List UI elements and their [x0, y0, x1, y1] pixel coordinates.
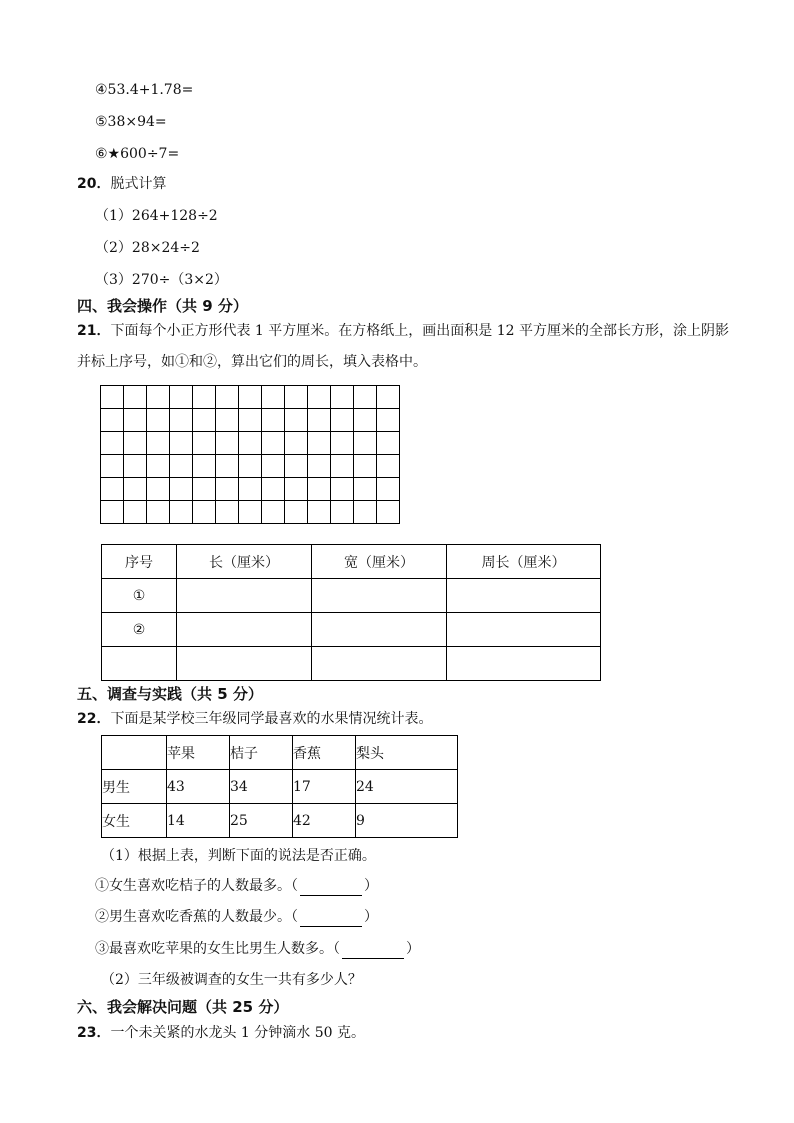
grid-square[interactable]	[239, 432, 262, 455]
grid-square[interactable]	[308, 409, 331, 432]
fruit-header-apple: 苹果	[167, 736, 230, 770]
fruit-row-label: 女生	[102, 804, 167, 838]
grid-square[interactable]	[147, 501, 170, 524]
q21-header-length: 长（厘米）	[177, 545, 312, 579]
q23-text: 一个未关紧的水龙头 1 分钟滴水 50 克。	[110, 1025, 366, 1041]
answer-cell[interactable]	[312, 613, 447, 647]
fruit-header-orange: 桔子	[230, 736, 293, 770]
grid-square[interactable]	[193, 455, 216, 478]
grid-square[interactable]	[331, 501, 354, 524]
grid-square[interactable]	[262, 501, 285, 524]
q21-text-2: 并标上序号，如①和②，算出它们的周长，填入表格中。	[77, 354, 427, 370]
table-row	[102, 579, 601, 613]
q21-header-index: 序号	[102, 545, 177, 579]
grid-square[interactable]	[262, 478, 285, 501]
fruit-header-pear: 梨头	[356, 736, 458, 770]
grid-square[interactable]	[216, 455, 239, 478]
grid-square[interactable]	[216, 409, 239, 432]
judgment-2-text: ②男生喜欢吃香蕉的人数最少。（	[95, 909, 298, 925]
judgment-1-close: ）	[364, 878, 378, 894]
grid-square[interactable]	[124, 455, 147, 478]
fruit-cell: 43	[167, 770, 230, 804]
judgment-1-text: ①女生喜欢吃桔子的人数最多。（	[95, 878, 298, 894]
grid-square[interactable]	[147, 409, 170, 432]
grid-square[interactable]	[262, 432, 285, 455]
q20-item-1: （1）264+128÷2	[95, 208, 218, 224]
grid-row	[101, 386, 400, 409]
answer-cell[interactable]	[447, 613, 601, 647]
grid-square[interactable]	[216, 501, 239, 524]
table-row	[102, 770, 458, 804]
grid-square[interactable]	[377, 455, 400, 478]
judgment-1-blank[interactable]	[300, 881, 362, 896]
q21-header-width: 宽（厘米）	[312, 545, 447, 579]
grid-square[interactable]	[285, 478, 308, 501]
grid-square[interactable]	[331, 409, 354, 432]
q21-row-index	[102, 647, 177, 681]
grid-square[interactable]	[101, 455, 124, 478]
grid-square[interactable]	[124, 478, 147, 501]
grid-square[interactable]	[170, 455, 193, 478]
grid-square[interactable]	[147, 386, 170, 409]
q20-item-2: （2）28×24÷2	[95, 240, 200, 256]
grid-square[interactable]	[147, 432, 170, 455]
judgment-2-blank[interactable]	[300, 912, 362, 927]
grid-square[interactable]	[377, 409, 400, 432]
grid-square[interactable]	[354, 386, 377, 409]
grid-square[interactable]	[124, 432, 147, 455]
judgment-3	[95, 939, 420, 959]
answer-cell[interactable]	[177, 613, 312, 647]
answer-cell[interactable]	[312, 579, 447, 613]
square-grid[interactable]	[100, 385, 400, 524]
grid-square[interactable]	[193, 432, 216, 455]
grid-square[interactable]	[262, 409, 285, 432]
q21-table-header-row	[102, 545, 601, 579]
table-row	[102, 613, 601, 647]
grid-row	[101, 478, 400, 501]
grid-square[interactable]	[147, 455, 170, 478]
answer-cell[interactable]	[177, 647, 312, 681]
q21-row-index: ②	[102, 613, 177, 647]
fruit-cell: 17	[293, 770, 356, 804]
grid-square[interactable]	[239, 478, 262, 501]
q22-intro-line	[77, 709, 432, 729]
grid-square[interactable]	[170, 501, 193, 524]
grid-square[interactable]	[239, 501, 262, 524]
fruit-header-banana: 香蕉	[293, 736, 356, 770]
grid-square[interactable]	[354, 455, 377, 478]
fruit-row-label: 男生	[102, 770, 167, 804]
section-4-title: 四、我会操作（共 9 分）	[77, 297, 248, 315]
q22-number: 22．	[77, 711, 111, 727]
q22-sub1: （1）根据上表，判断下面的说法是否正确。	[101, 848, 376, 864]
grid-square[interactable]	[101, 386, 124, 409]
q21-number: 21．	[77, 323, 111, 339]
grid-square[interactable]	[354, 409, 377, 432]
grid-square[interactable]	[147, 478, 170, 501]
grid-square[interactable]	[308, 501, 331, 524]
judgment-3-close: ）	[406, 941, 420, 957]
fruit-cell: 24	[356, 770, 458, 804]
grid-square[interactable]	[308, 455, 331, 478]
fruit-header-empty	[102, 736, 167, 770]
judgment-2-close: ）	[364, 909, 378, 925]
grid-square[interactable]	[124, 386, 147, 409]
fruit-cell: 34	[230, 770, 293, 804]
fruit-cell: 9	[356, 804, 458, 838]
grid-square[interactable]	[193, 386, 216, 409]
calc-item-5: ⑤38×94=	[95, 114, 167, 130]
section-5-title: 五、调查与实践（共 5 分）	[77, 685, 263, 703]
grid-square[interactable]	[101, 432, 124, 455]
fruit-cell: 25	[230, 804, 293, 838]
fruit-cell: 42	[293, 804, 356, 838]
grid-square[interactable]	[354, 501, 377, 524]
grid-square[interactable]	[262, 455, 285, 478]
grid-square[interactable]	[101, 409, 124, 432]
q23-line	[77, 1023, 365, 1043]
grid-square[interactable]	[285, 386, 308, 409]
fruit-table-header-row	[102, 736, 458, 770]
answer-cell[interactable]	[447, 647, 601, 681]
grid-square[interactable]	[308, 386, 331, 409]
grid-square[interactable]	[239, 409, 262, 432]
judgment-1	[95, 876, 378, 896]
grid-square[interactable]	[377, 386, 400, 409]
section-6-title: 六、我会解决问题（共 25 分）	[77, 998, 289, 1016]
grid-square[interactable]	[331, 478, 354, 501]
calc-item-4: ④53.4+1.78=	[95, 82, 194, 98]
grid-square[interactable]	[285, 409, 308, 432]
grid-square[interactable]	[216, 432, 239, 455]
q20-number: 20．	[77, 176, 111, 192]
grid-square[interactable]	[285, 432, 308, 455]
grid-square[interactable]	[170, 478, 193, 501]
grid-square[interactable]	[170, 409, 193, 432]
grid-square[interactable]	[354, 432, 377, 455]
calc-item-6: ⑥★600÷7=	[95, 146, 180, 162]
grid-square[interactable]	[239, 386, 262, 409]
grid-square[interactable]	[170, 386, 193, 409]
q22-intro: 下面是某学校三年级同学最喜欢的水果情况统计表。	[110, 711, 433, 727]
q21-line-1	[77, 321, 729, 341]
grid-square[interactable]	[101, 478, 124, 501]
grid-square[interactable]	[193, 501, 216, 524]
grid-square[interactable]	[331, 432, 354, 455]
grid-square[interactable]	[124, 409, 147, 432]
q20-item-3: （3）270÷（3×2）	[95, 272, 228, 288]
table-row	[102, 804, 458, 838]
grid-square[interactable]	[170, 432, 193, 455]
grid-row	[101, 501, 400, 524]
grid-square[interactable]	[308, 432, 331, 455]
q21-header-perimeter: 周长（厘米）	[447, 545, 601, 579]
grid-square[interactable]	[101, 501, 124, 524]
grid-square[interactable]	[377, 501, 400, 524]
grid-row	[101, 409, 400, 432]
grid-square[interactable]	[331, 386, 354, 409]
grid-square[interactable]	[239, 455, 262, 478]
grid-row	[101, 432, 400, 455]
q20-heading	[77, 174, 166, 194]
judgment-3-blank[interactable]	[342, 944, 404, 959]
grid-square[interactable]	[377, 478, 400, 501]
grid-square[interactable]	[193, 409, 216, 432]
answer-cell[interactable]	[447, 579, 601, 613]
grid-square[interactable]	[216, 478, 239, 501]
judgment-2	[95, 907, 378, 927]
grid-square[interactable]	[216, 386, 239, 409]
q20-title: 脱式计算	[110, 176, 167, 192]
answer-cell[interactable]	[312, 647, 447, 681]
grid-square[interactable]	[354, 478, 377, 501]
q21-table	[101, 544, 601, 681]
grid-square[interactable]	[285, 501, 308, 524]
grid-row	[101, 455, 400, 478]
grid-square[interactable]	[308, 478, 331, 501]
table-row	[102, 647, 601, 681]
q21-row-index: ①	[102, 579, 177, 613]
fruit-table	[101, 735, 458, 838]
grid-square[interactable]	[193, 478, 216, 501]
fruit-cell: 14	[167, 804, 230, 838]
grid-square[interactable]	[124, 501, 147, 524]
q22-sub2: （2）三年级被调查的女生一共有多少人？	[101, 972, 362, 988]
judgment-3-text: ③最喜欢吃苹果的女生比男生人数多。（	[95, 941, 340, 957]
answer-cell[interactable]	[177, 579, 312, 613]
grid-square[interactable]	[285, 455, 308, 478]
grid-square[interactable]	[262, 386, 285, 409]
q21-text-1: 下面每个小正方形代表 1 平方厘米。在方格纸上，画出面积是 12 平方厘米的全部长方形，涂上阴影	[110, 323, 730, 339]
grid-square[interactable]	[377, 432, 400, 455]
q23-number: 23．	[77, 1025, 111, 1041]
grid-square[interactable]	[331, 455, 354, 478]
